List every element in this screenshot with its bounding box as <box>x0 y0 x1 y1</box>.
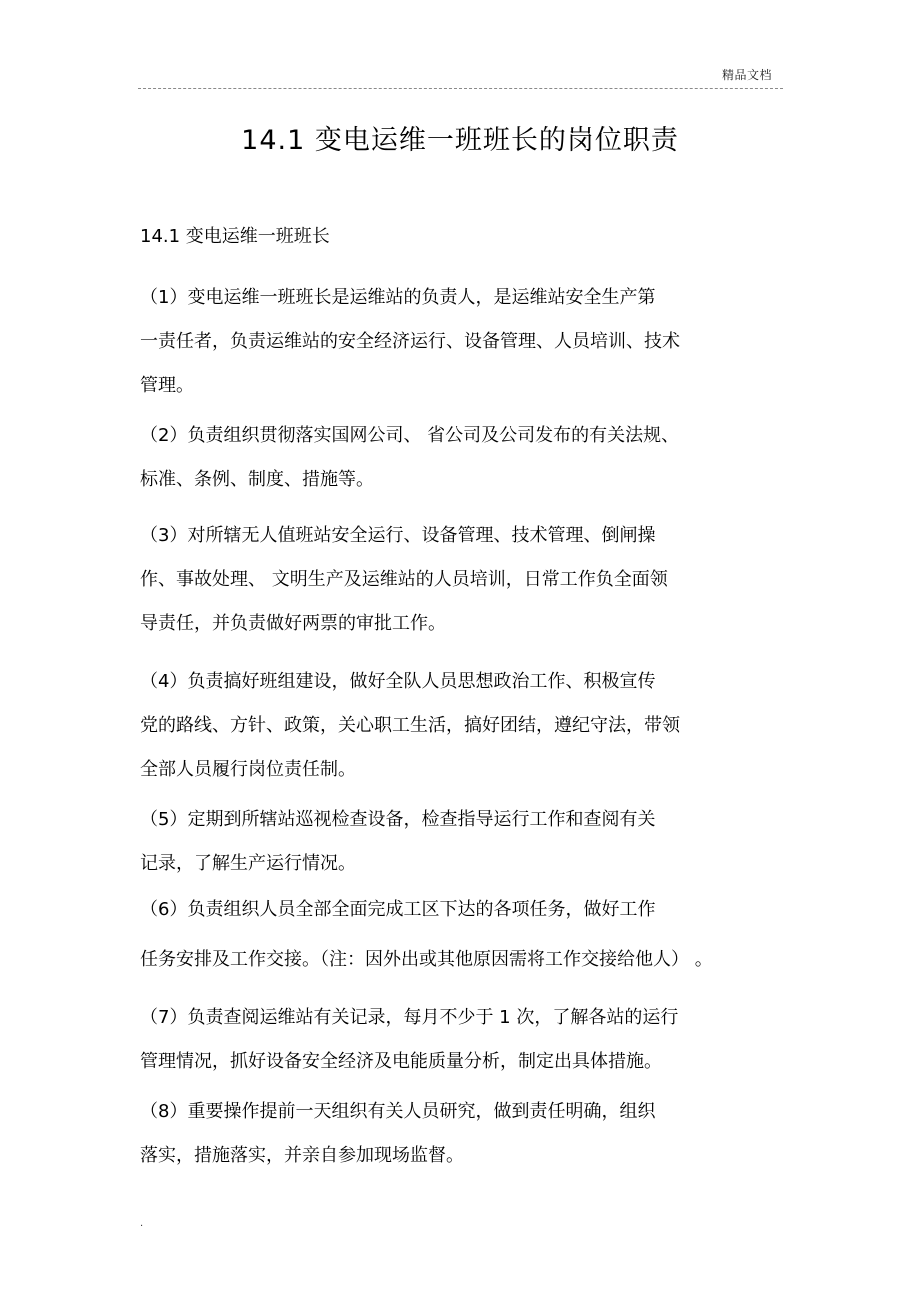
paragraph-line: 作、事故处理、 文明生产及运维站的人员培训，日常工作负全面领 <box>140 569 668 590</box>
page-title: 14.1 变电运维一班班长的岗位职责 <box>241 125 679 156</box>
paragraph-5 <box>140 798 655 886</box>
paragraph-6 <box>140 888 713 982</box>
footer-mark: . <box>140 1218 144 1229</box>
paragraph-line: （6）负责组织人员全部全面完成工区下达的各项任务，做好工作 <box>140 899 656 920</box>
paragraph-line: （8）重要操作提前一天组织有关人员研究，做到责任明确，组织 <box>140 1101 656 1122</box>
paragraph-8 <box>140 1090 655 1178</box>
paragraph-line: （1）变电运维一班班长是运维站的负责人，是运维站安全生产第 <box>140 287 656 308</box>
paragraph-line: 导责任，并负责做好两票的审批工作。 <box>140 613 446 634</box>
paragraph-line: 一责任者，负责运维站的安全经济运行、设备管理、人员培训、技术 <box>140 331 680 352</box>
paragraph-line: （5）定期到所辖站巡视检查设备，检查指导运行工作和查阅有关 <box>140 809 656 830</box>
header-divider <box>138 88 783 89</box>
paragraph-line: 落实，措施落实，并亲自参加现场监督。 <box>140 1145 464 1166</box>
paragraph-3 <box>140 514 668 646</box>
paragraph-2 <box>140 414 679 502</box>
paragraph-line: 管理。 <box>140 375 194 396</box>
header-label: 精品文档 <box>722 68 773 82</box>
paragraph-1 <box>140 276 680 408</box>
paragraph-line: 记录，了解生产运行情况。 <box>140 853 356 874</box>
paragraph-line: 党的路线、方针、政策，关心职工生活，搞好团结，遵纪守法，带领 <box>140 715 680 736</box>
section-heading: 14.1 变电运维一班班长 <box>140 226 330 247</box>
paragraph-line: （4）负责搞好班组建设，做好全队人员思想政治工作、积极宣传 <box>140 671 656 692</box>
paragraph-line: （7）负责查阅运维站有关记录，每月不少于 1 次，了解各站的运行 <box>140 1007 679 1028</box>
paragraph-4 <box>140 660 680 792</box>
paragraph-line: 管理情况，抓好设备安全经济及电能质量分析，制定出具体措施。 <box>140 1051 662 1072</box>
paragraph-line: （2）负责组织贯彻落实国网公司、 省公司及公司发布的有关法规、 <box>140 425 680 446</box>
paragraph-line: 标准、条例、制度、措施等。 <box>140 469 374 490</box>
paragraph-line: 任务安排及工作交接。（注：因外出或其他原因需将工作交接给他人） 。 <box>140 949 713 970</box>
paragraph-line: 全部人员履行岗位责任制。 <box>140 759 356 780</box>
paragraph-7 <box>140 996 678 1084</box>
paragraph-line: （3）对所辖无人值班站安全运行、设备管理、技术管理、倒闸操 <box>140 525 656 546</box>
